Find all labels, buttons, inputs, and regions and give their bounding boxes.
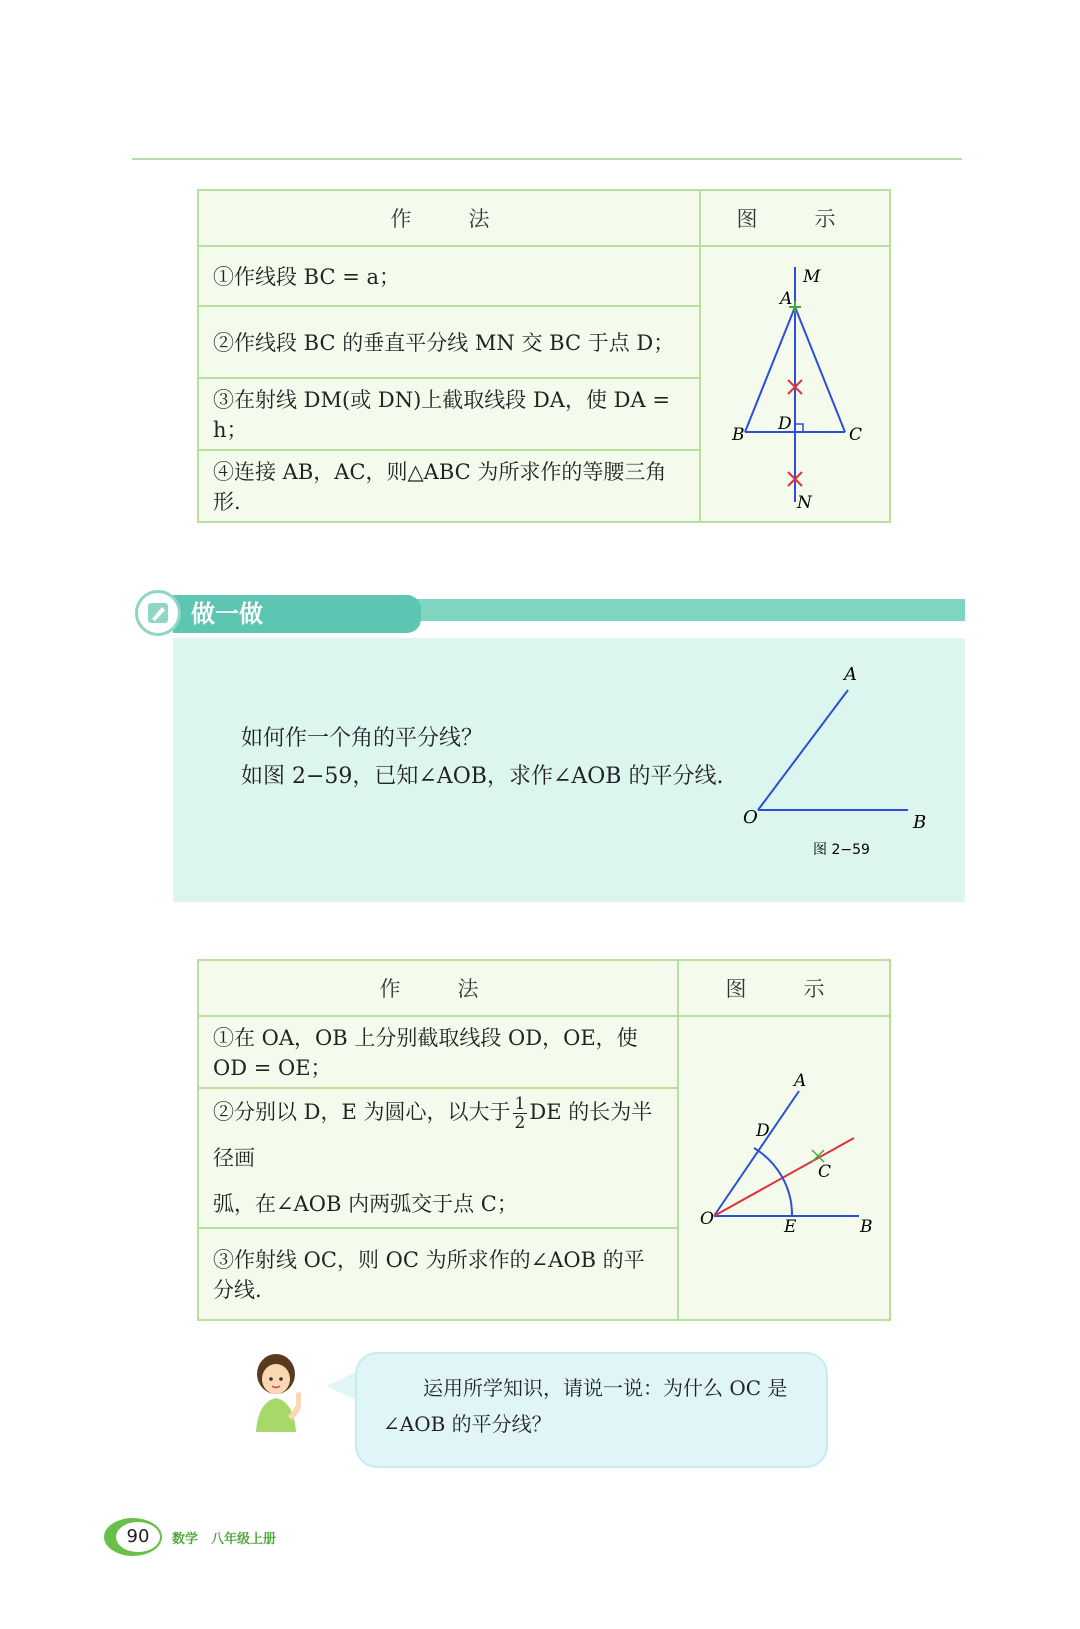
speech-bubble [355, 1352, 828, 1468]
pencil-icon [135, 590, 181, 636]
right-angle-mark [795, 424, 803, 432]
ray-oa [714, 1091, 799, 1216]
page-number-badge [104, 1518, 162, 1556]
step-3: ③作射线 OC，则 OC 为所求作的∠AOB 的平分线. [198, 1228, 678, 1320]
fraction-numerator: 1 [514, 1094, 526, 1114]
step-4: ④连接 AB，AC，则△ABC 为所求作的等腰三角形. [198, 450, 700, 522]
bisector-figure-cell [678, 1016, 890, 1320]
fraction-one-half [513, 1095, 528, 1132]
step-1: ①在 OA，OB 上分别截取线段 OD，OE，使 OD = OE； [198, 1016, 678, 1088]
activity-question [241, 720, 723, 796]
label-e: E [784, 1216, 797, 1237]
label-o: O [700, 1208, 714, 1229]
label-a: A [780, 288, 793, 309]
method-header: 作 法 [198, 190, 700, 246]
figure-header: 图 示 [678, 960, 890, 1016]
figure-header: 图 示 [700, 190, 890, 246]
label-o: O [743, 807, 758, 828]
label-c: C [849, 424, 863, 445]
activity-title: 做一做 [173, 595, 421, 633]
activity-header [135, 590, 965, 638]
label-b: B [732, 424, 745, 445]
angle-bisector-construction-table [197, 959, 891, 1321]
figure-caption: 图 2−59 [813, 842, 870, 858]
label-b: B [860, 1216, 873, 1237]
method-header: 作 法 [198, 960, 678, 1016]
label-d: D [756, 1120, 770, 1141]
step-2-part-1: ②分别以 D，E 为圆心，以大于 [213, 1100, 511, 1124]
triangle-figure-cell [700, 246, 890, 522]
bubble-line-2: ∠AOB 的平分线？ [383, 1412, 552, 1436]
label-a: A [844, 664, 857, 685]
ray-oc [714, 1138, 854, 1216]
top-rule [132, 158, 962, 160]
girl-illustration [250, 1352, 308, 1432]
label-n: N [797, 492, 812, 512]
label-a: A [794, 1070, 807, 1091]
step-2-part-2: DE 的长为半径画 [213, 1100, 653, 1170]
angle-aob-figure [733, 660, 933, 860]
step-2-line-2: 弧，在∠AOB 内两弧交于点 C； [213, 1192, 518, 1216]
step-1: ①作线段 BC = a； [198, 246, 700, 306]
question-line-2: 如图 2−59，已知∠AOB，求作∠AOB 的平分线. [241, 764, 724, 789]
isosceles-triangle-figure [715, 252, 875, 512]
fraction-denominator: 2 [514, 1113, 526, 1133]
page-number: 90 [116, 1522, 160, 1552]
isosceles-construction-table [197, 189, 891, 523]
angle-bisector-figure [694, 1066, 874, 1266]
ray-oa [758, 690, 848, 810]
bubble-line-1: 运用所学知识，请说一说：为什么 OC 是 [423, 1376, 788, 1400]
step-2 [198, 1088, 678, 1228]
segment-ac [795, 307, 845, 432]
activity-box [173, 638, 965, 902]
question-line-1: 如何作一个角的平分线？ [241, 726, 484, 751]
book-title: 数学 八年级上册 [172, 1532, 277, 1547]
step-2: ②作线段 BC 的垂直平分线 MN 交 BC 于点 D； [198, 306, 700, 378]
speech-bubble-tail [326, 1372, 356, 1400]
label-b: B [913, 812, 927, 833]
label-c: C [818, 1161, 832, 1182]
label-m: M [803, 266, 821, 287]
label-d: D [778, 413, 792, 434]
step-3: ③在射线 DM(或 DN)上截取线段 DA，使 DA = h； [198, 378, 700, 450]
